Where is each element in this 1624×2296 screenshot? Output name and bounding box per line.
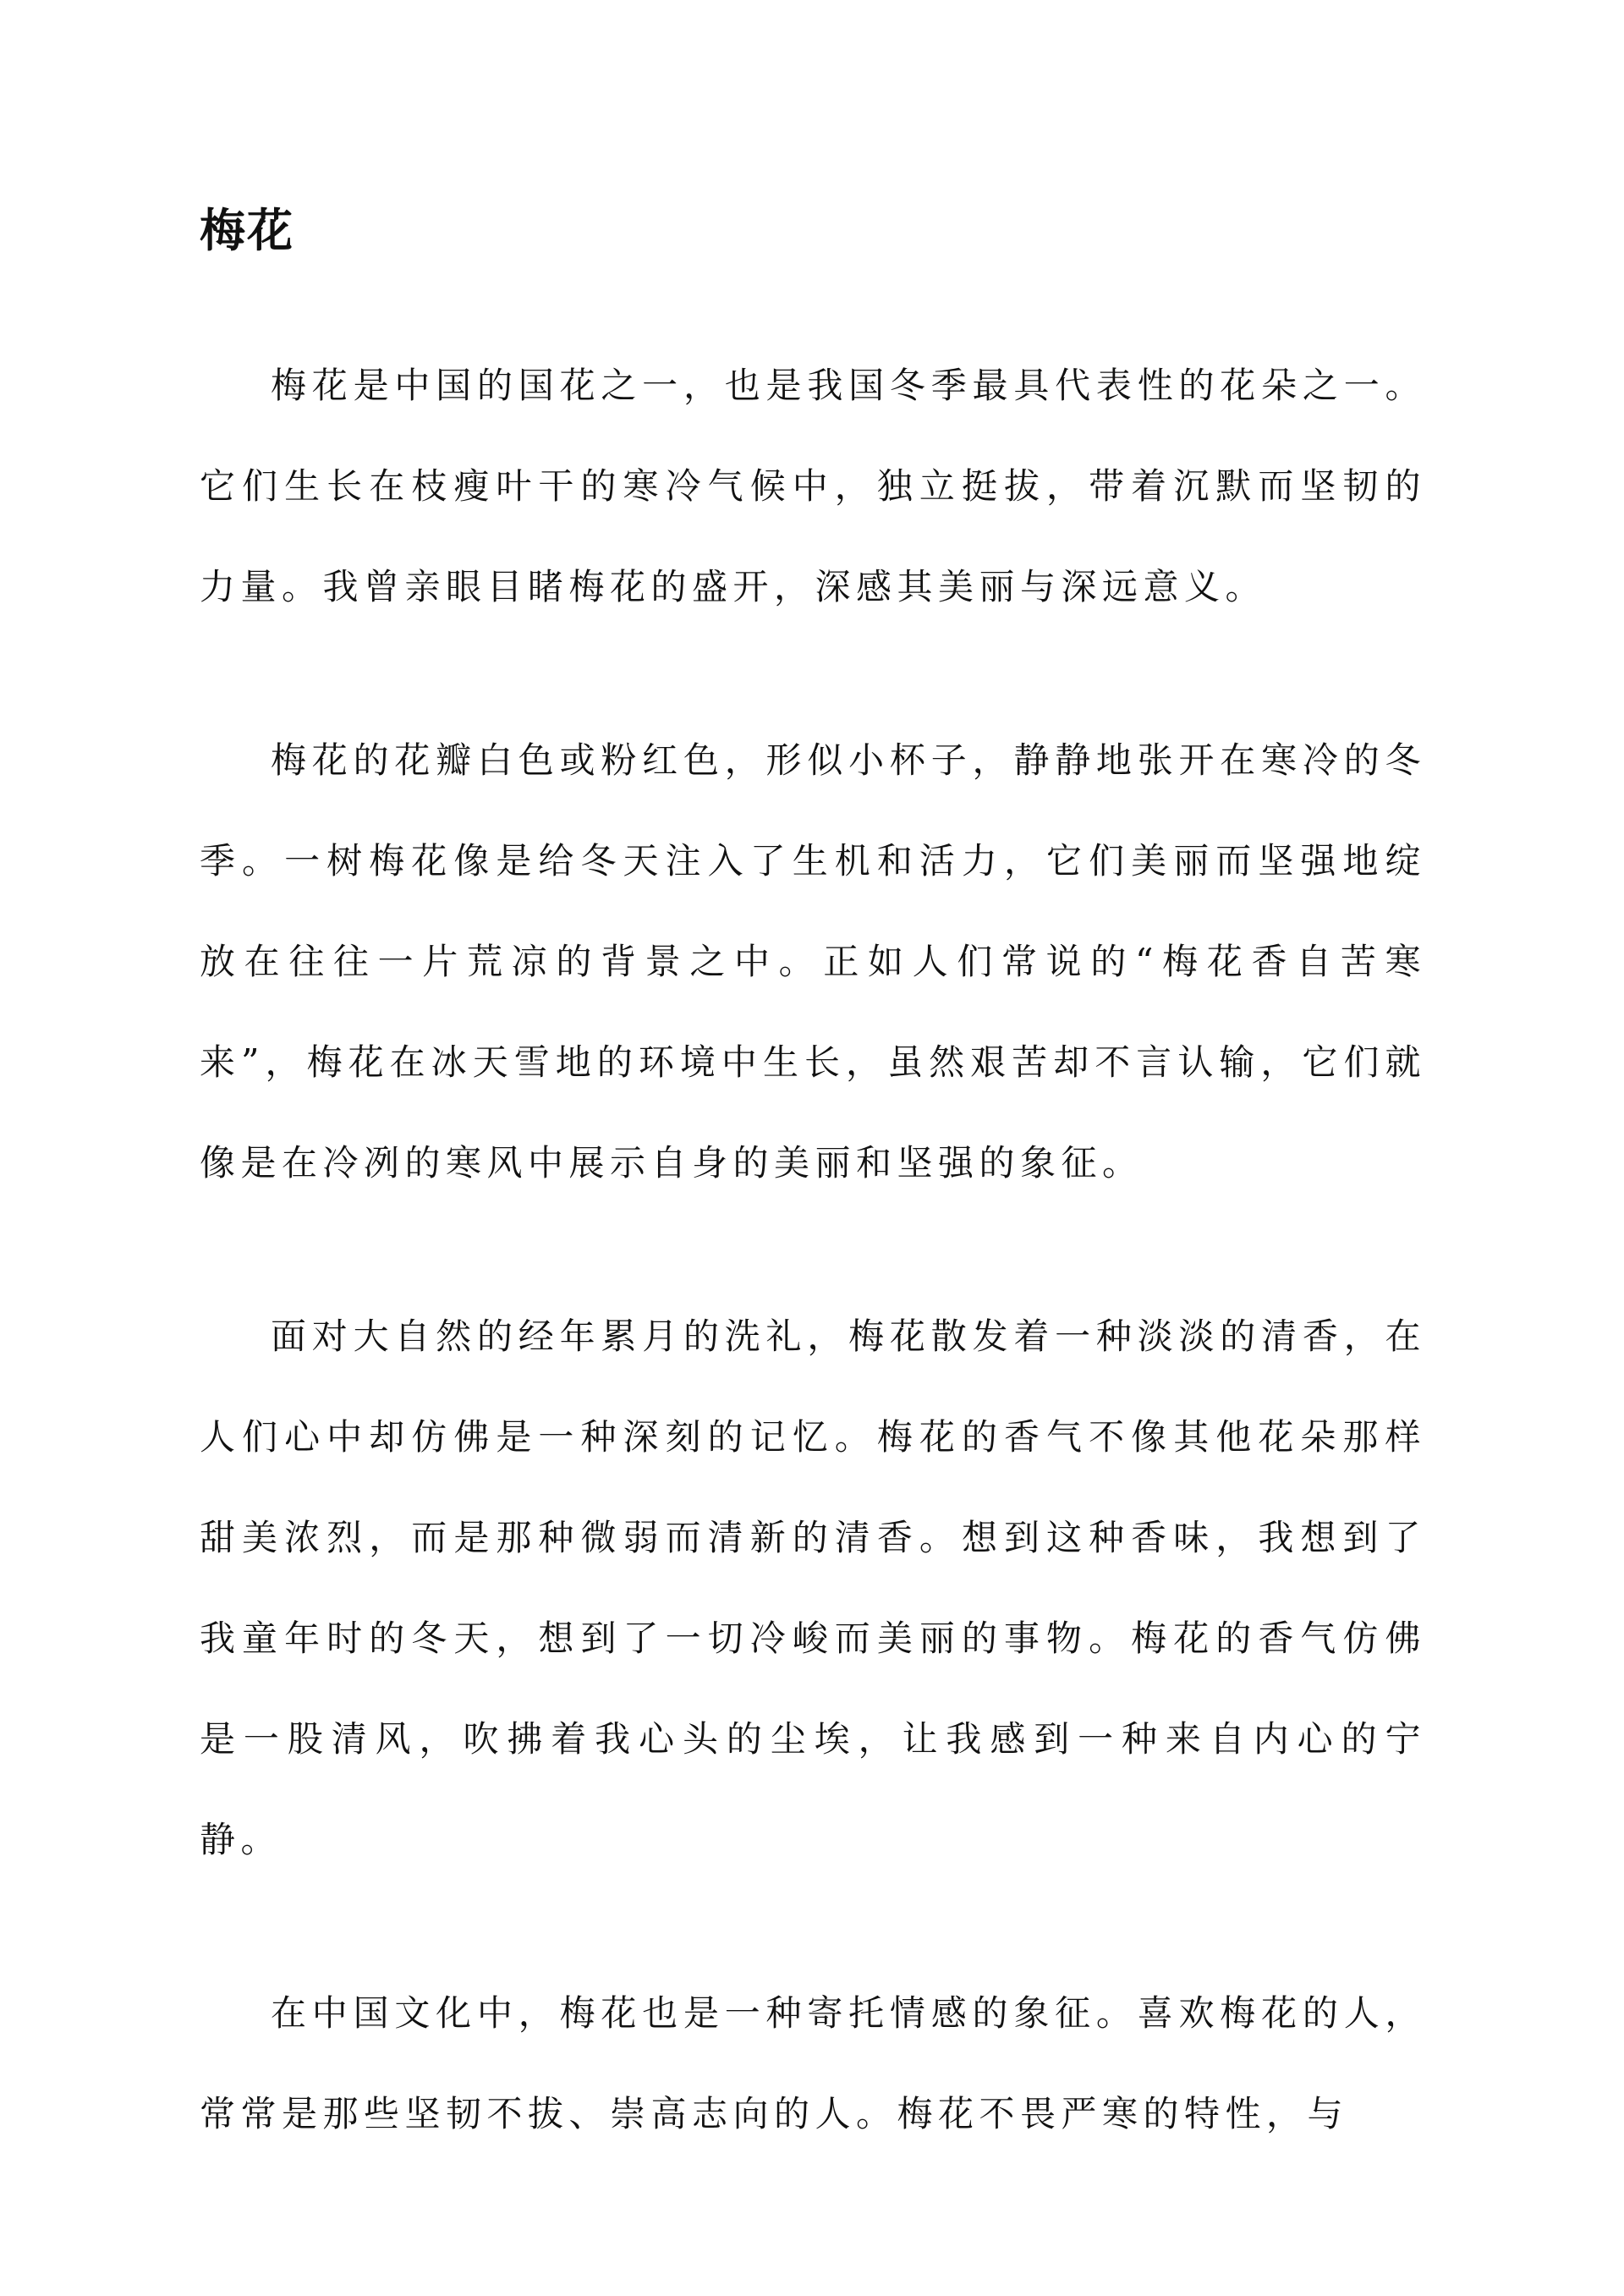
- paragraph-2: 梅花的花瓣白色或粉红色，形似小杯子，静静地张开在寒冷的冬季。一树梅花像是给冬天注入了生机和活力，它们美丽而坚强地绽放在往往一片荒凉的背景之中。正如人们常说的“梅花香自苦寒来”，梅花在冰天雪地的环境中生长，虽然艰苦却不言认输，它们就像是在冷冽的寒风中展示自身的美丽和坚强的象征。: [200, 739, 1426, 1184]
- paragraph-1: 梅花是中国的国花之一，也是我国冬季最具代表性的花朵之一。它们生长在枝瘦叶干的寒冷气候中，独立挺拔，带着沉默而坚韧的力量。我曾亲眼目睹梅花的盛开，深感其美丽与深远意义。: [200, 365, 1426, 607]
- document-title: 梅花: [200, 203, 294, 257]
- paragraph-3: 面对大自然的经年累月的洗礼，梅花散发着一种淡淡的清香，在人们心中却仿佛是一种深刻的记忆。梅花的香气不像其他花朵那样甜美浓烈，而是那种微弱而清新的清香。想到这种香味，我想到了我童年时的冬天，想到了一切冷峻而美丽的事物。梅花的香气仿佛是一股清风，吹拂着我心头的尘埃，让我感到一种来自内心的宁静。: [200, 1316, 1426, 1860]
- document-body: [200, 335, 1426, 2237]
- paragraph-4: 在中国文化中，梅花也是一种寄托情感的象征。喜欢梅花的人，常常是那些坚韧不拔、崇高志向的人。梅花不畏严寒的特性，与: [200, 1992, 1426, 2134]
